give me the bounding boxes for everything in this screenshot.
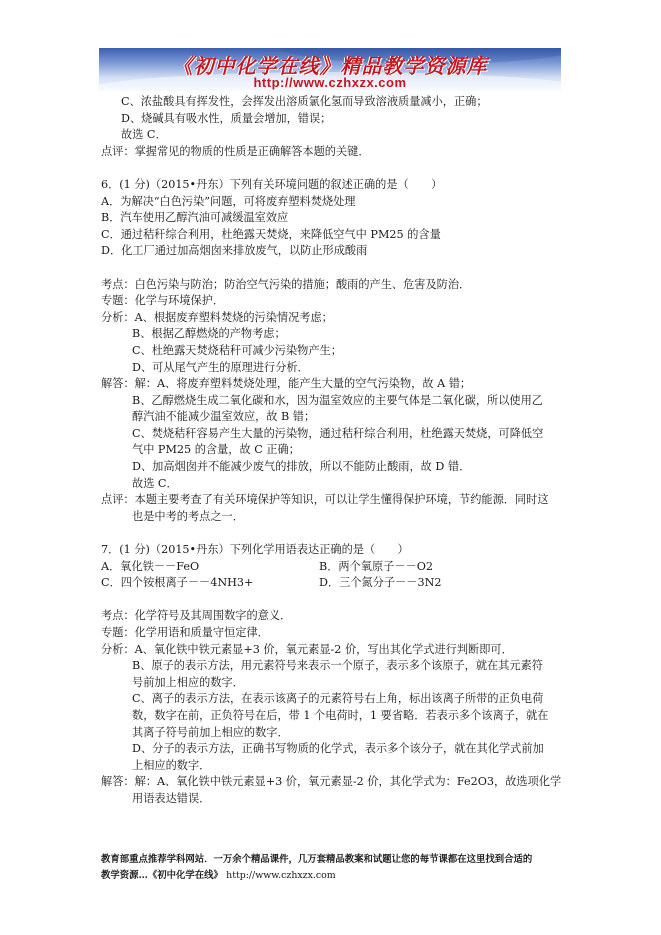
footer-url[interactable]: http://www.czhxzx.com [226, 870, 336, 881]
prev-option-c: C、浓盐酸具有挥发性，会挥发出溶质氯化氢而导致溶液质量减小，正确； [121, 95, 488, 108]
q6-analysis-b: B、根据乙醇燃烧的产物考虑； [132, 327, 286, 341]
q7-solution-a2: 用语表达错误． [132, 791, 211, 805]
banner-url[interactable]: http://www.czhxzx.com [253, 75, 407, 90]
banner-title: 《初中化学在线》精品教学资源库 [172, 54, 488, 78]
q6-solution-c1: C、焚烧秸秆容易产生大量的污染物，通过秸秆综合利用，杜绝露天焚烧，可降低空 [132, 426, 544, 440]
q6-comment-1: 点评：本题主要考查了有关环境保护等知识，可以让学生懂得保护环境，节约能源．同时这 [101, 493, 549, 507]
q6-solution-d: D、加高烟囱并不能减少废气的排放，所以不能防止酸雨，故 D 错． [132, 460, 471, 474]
q6-solution-b2: 醇汽油不能减少温室效应，故 B 错； [132, 410, 316, 424]
q7-analysis-b2: 号前加上相应的数字． [132, 675, 244, 689]
q6-comment-2: 也是中考的考点之一． [132, 509, 244, 523]
page-footer [101, 852, 571, 884]
q6-solution-c2: 气中 PM25 的含量，故 C 正确； [132, 443, 300, 457]
q7-option-c: C．四个铵根离子－－4NH3+ [101, 576, 254, 590]
q7-analysis-d2: 上相应的数字． [132, 758, 211, 772]
q7-solution-a1: 解答：解：A、氧化铁中铁元素显+3 价，氧元素显-2 价，其化学式为：Fe2O3，故选项化学 [101, 775, 562, 789]
document-body [101, 94, 571, 808]
q6-zhuanti: 专题：化学与环境保护． [101, 294, 225, 308]
q7-options-row-1 [101, 559, 571, 576]
q6-option-a: A．为解决“白色污染”问题，可将废弃塑料焚烧处理 [101, 194, 356, 208]
q6-answer: 故选 C． [132, 476, 178, 490]
q7-option-d: D．三个氮分子－－3N2 [319, 576, 442, 590]
q7-analysis-a: 分析：A、氧化铁中铁元素显+3 价，氧元素显-2 价，写出其化学式进行判断即可． [101, 642, 513, 656]
q6-analysis-a: 分析：A、根据废弃塑料焚烧的污染情况考虑； [101, 310, 333, 324]
q6-option-b: B．汽车使用乙醇汽油可减缓温室效应 [101, 211, 289, 225]
header-banner [99, 48, 561, 91]
q6-stem: 6．(1 分)（2015•丹东）下列有关环境问题的叙述正确的是（ ） [101, 177, 443, 191]
q6-solution-b1: B、乙醇燃烧生成二氧化碳和水，因为温室效应的主要气体是二氧化碳，所以使用乙 [132, 393, 543, 407]
q7-analysis-c3: 其离子符号前加上相应的数字． [132, 725, 289, 739]
footer-site-name: 教学资源…《初中化学在线》 [101, 870, 223, 881]
q6-kaodian: 考点：白色污染与防治；防治空气污染的措施；酸雨的产生、危害及防治． [101, 277, 471, 291]
q6-solution-a: 解答：解：A、将废弃塑料焚烧处理，能产生大量的空气污染物，故 A 错； [101, 377, 472, 391]
prev-comment: 点评：掌握常见的物质的性质是正确解答本题的关键． [101, 144, 370, 158]
q7-analysis-b1: B、原子的表示方法，用元素符号来表示一个原子，表示多个该原子，就在其元素符 [132, 659, 543, 673]
footer-line-2 [101, 868, 571, 884]
q6-option-c: C．通过秸秆综合利用，杜绝露天焚烧，来降低空气中 PM25 的含量 [101, 227, 441, 241]
q7-option-a: A．氧化铁－－FeO [101, 559, 200, 573]
q6-analysis-c: C、杜绝露天焚烧秸秆可减少污染物产生； [132, 343, 342, 357]
footer-line-1: 教育部重点推荐学科网站．一万余个精品课件，几万套精品教案和试题让您的每节课都在这里找到合适的 [101, 854, 533, 865]
q7-stem: 7．(1 分)（2015•丹东）下列化学用语表达正确的是（ ） [101, 543, 409, 557]
prev-option-d: D、烧碱具有吸水性，质量会增加，错误； [121, 111, 332, 125]
q7-kaodian: 考点：化学符号及其周围数字的意义． [101, 609, 292, 623]
q7-option-b: B．两个氧原子－－O2 [319, 559, 434, 573]
q7-options-row-2 [101, 575, 571, 592]
q7-analysis-c1: C、离子的表示方法，在表示该离子的元素符号右上角，标出该离子所带的正负电荷 [132, 692, 544, 706]
q7-zhuanti: 专题：化学用语和质量守恒定律． [101, 626, 269, 639]
q7-analysis-c2: 数，数字在前，正负符号在后，带 1 个电荷时，1 要省略．若表示多个该离子，就在 [132, 708, 549, 722]
q6-option-d: D．化工厂通过加高烟囱来排放废气，以防止形成酸雨 [101, 244, 368, 258]
q7-analysis-d1: D、分子的表示方法，正确书写物质的化学式，表示多个该分子，就在其化学式前加 [132, 742, 544, 756]
prev-answer: 故选 C． [121, 128, 167, 142]
q6-analysis-d: D、可从尾气产生的原理进行分析． [132, 360, 309, 374]
